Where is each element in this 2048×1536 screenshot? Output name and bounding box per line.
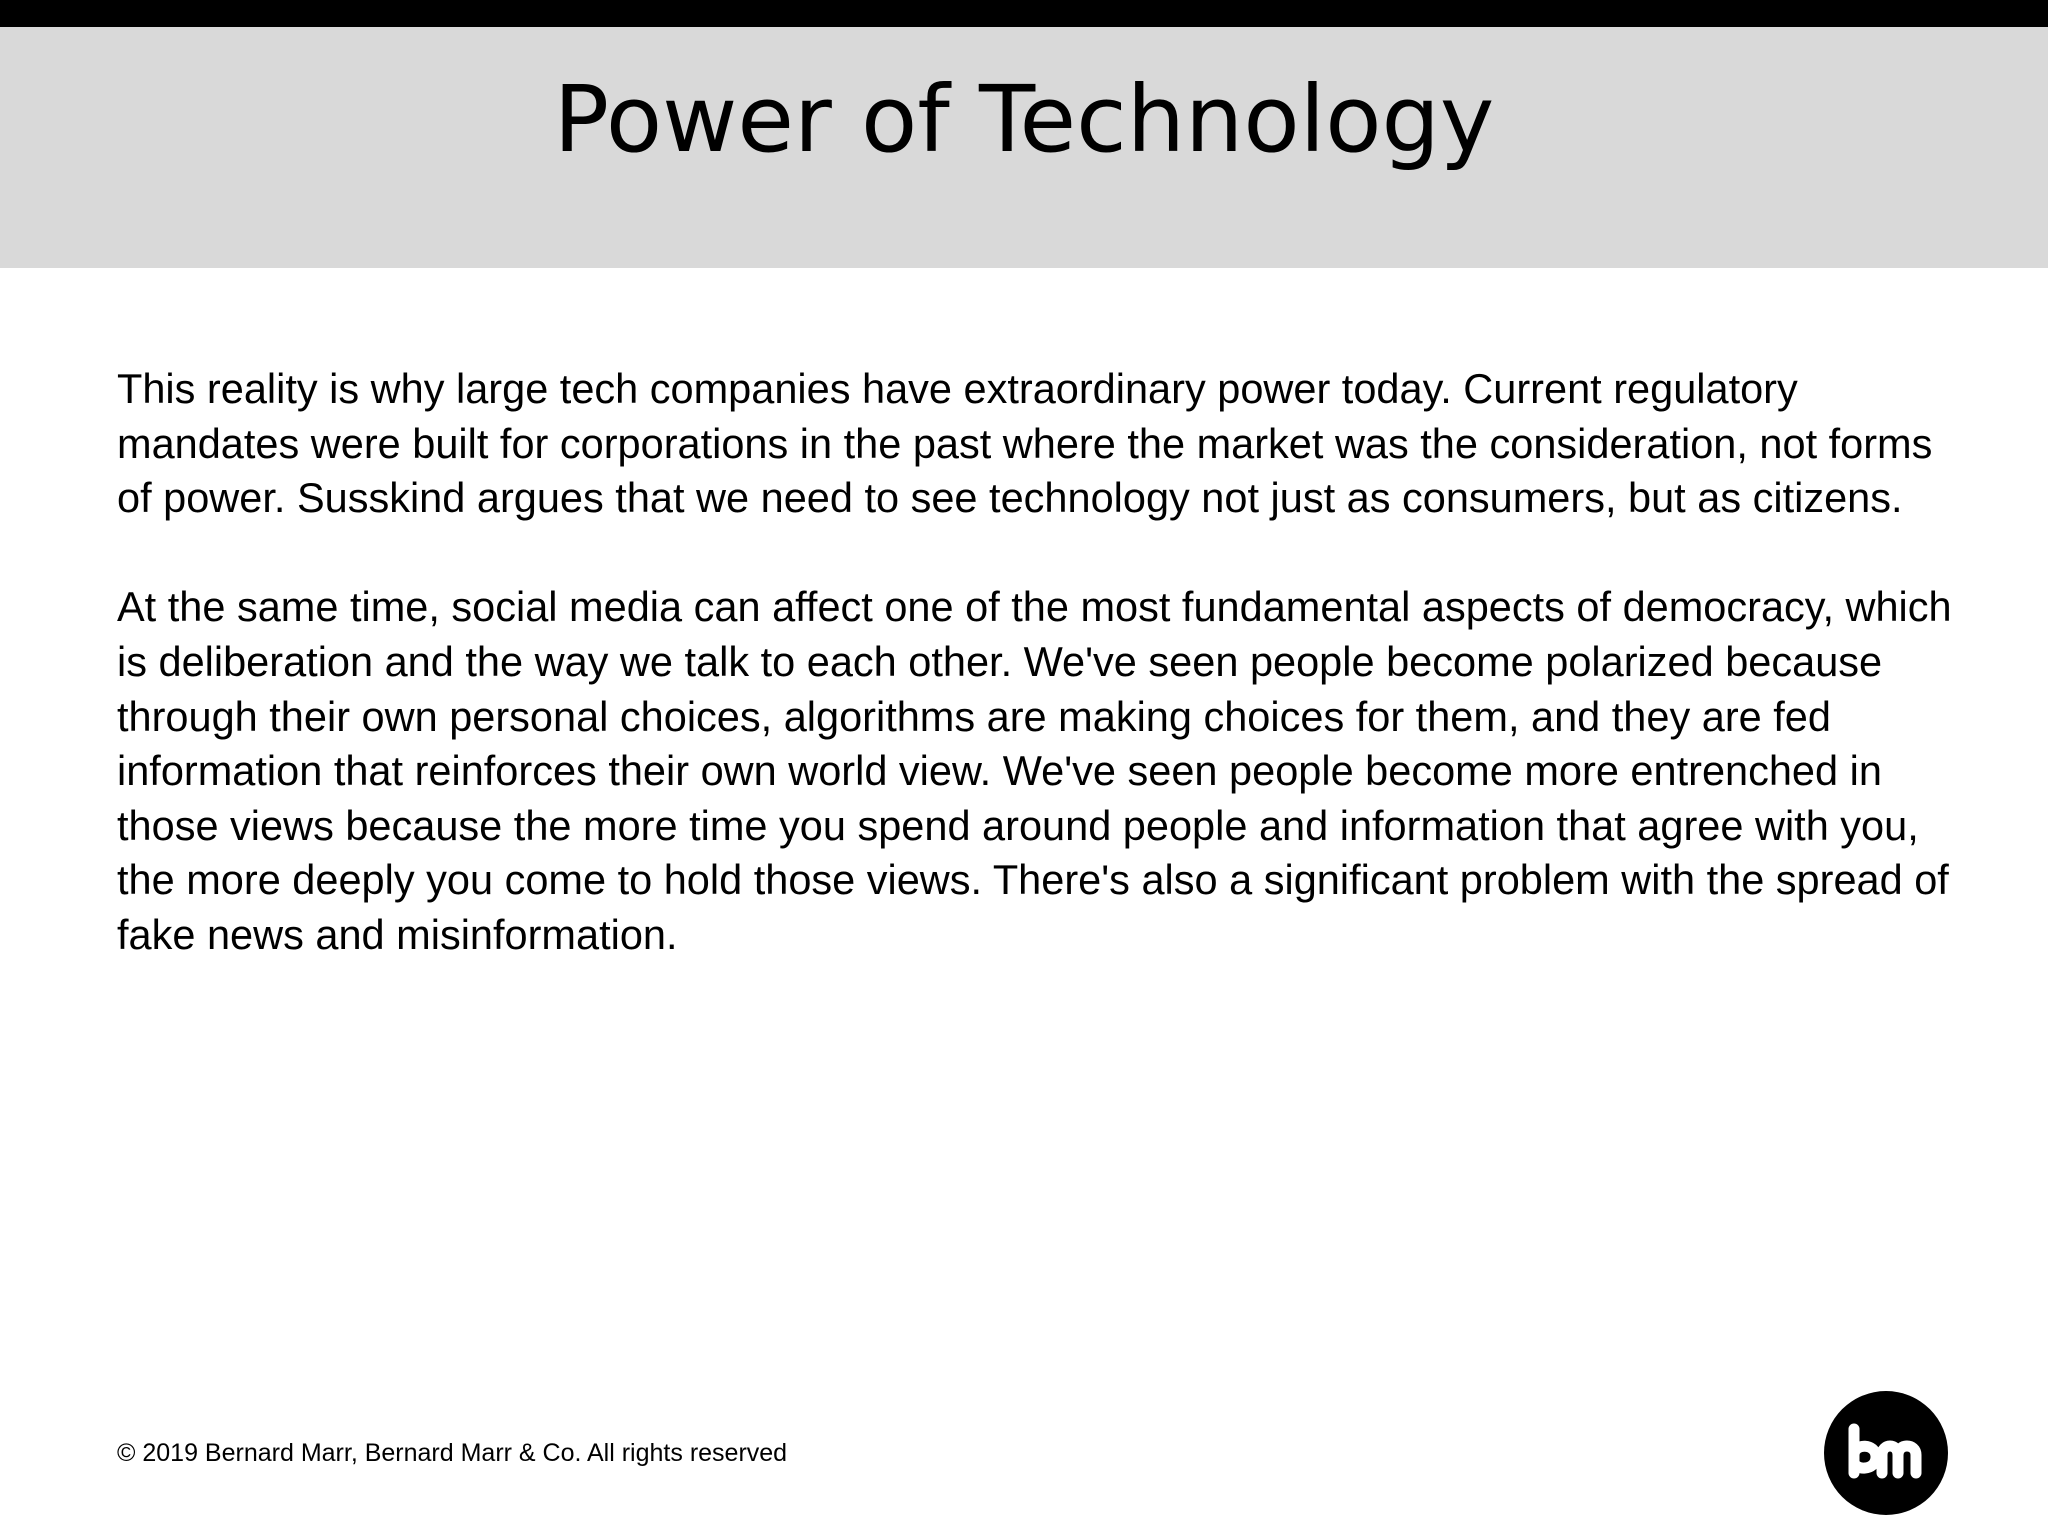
footer-copyright: © 2019 Bernard Marr, Bernard Marr & Co. All rights reserved bbox=[117, 1439, 788, 1467]
bm-logo-icon bbox=[1824, 1391, 1948, 1515]
body-text bbox=[117, 362, 1957, 963]
paragraph-1: This reality is why large tech companies have extraordinary power today. Current regulatory mandates were built for corporations in the past where the market was the consideration, not forms of power. Susskind argues that we need to see technology not just as consumers, but as citizens. bbox=[117, 365, 1933, 522]
slide-title: Power of Technology bbox=[553, 66, 1495, 173]
top-bar bbox=[0, 0, 2048, 27]
bm-logo-glyph bbox=[1824, 1391, 1948, 1515]
paragraph-2: At the same time, social media can affect one of the most fundamental aspects of democracy, which is deliberation and the way we talk to each other. We've seen people become polarized because through their own personal choices, algorithms are making choices for them, and they are fed information that reinforces their own world view. We've seen people become more entrenched in those views because the more time you spend around people and information that agree with you, the more deeply you come to hold those views. There's also a significant problem with the spread of fake news and misinformation. bbox=[117, 583, 1952, 958]
